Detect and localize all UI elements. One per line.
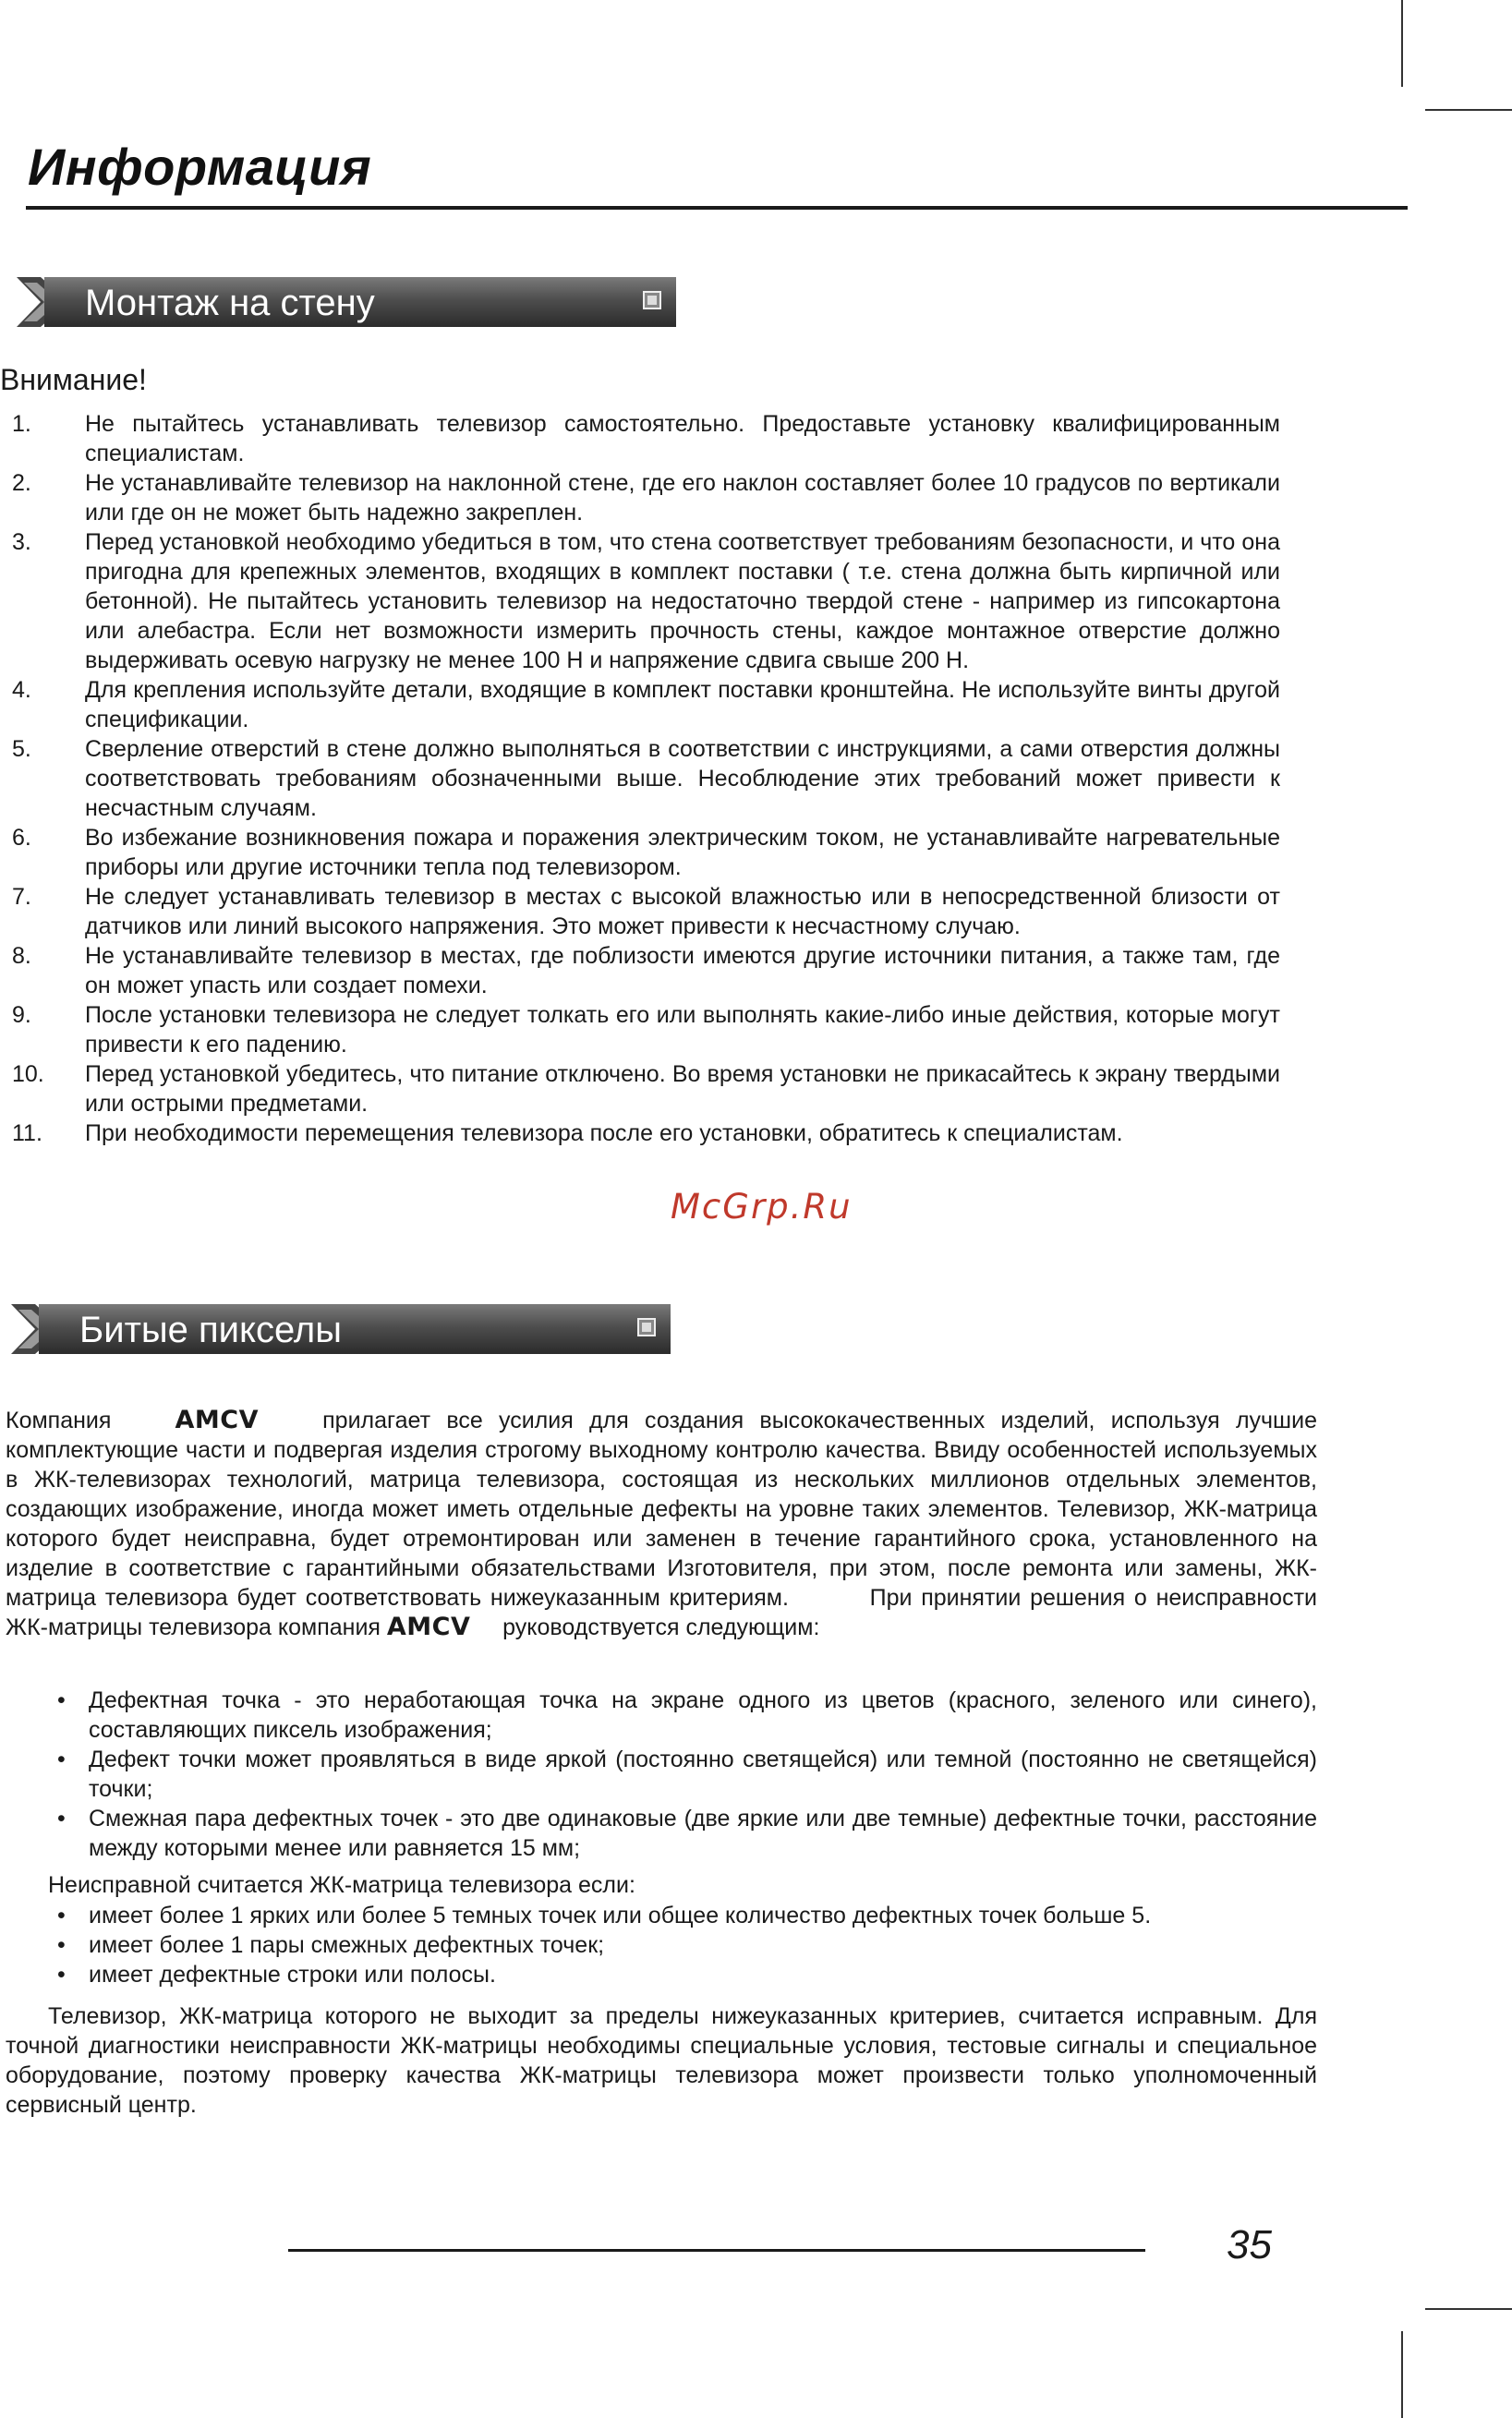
square-icon xyxy=(643,291,661,309)
item-text: Не следует устанавливать телевизор в местах с высокой влажностью или в непосредственной близости от датчиков или линий высокого напряжения. Это может привести к несчастному случаю. xyxy=(85,884,1280,939)
bullet-icon: • xyxy=(57,1747,66,1772)
intro-text: Компания xyxy=(6,1408,112,1433)
attention-heading: Внимание! xyxy=(0,363,147,396)
list-item xyxy=(57,1960,1317,1989)
crop-mark-top-horizontal xyxy=(1425,109,1512,111)
item-number: 6. xyxy=(12,825,31,851)
bullet-icon: • xyxy=(57,1932,66,1958)
list-item xyxy=(0,882,1280,941)
item-number: 5. xyxy=(12,736,31,762)
list-item xyxy=(57,1745,1317,1804)
list-item xyxy=(0,527,1280,675)
item-number: 9. xyxy=(12,1002,31,1028)
list-item xyxy=(0,823,1280,882)
mounting-rules-list xyxy=(0,409,1280,1148)
crop-mark-top-vertical xyxy=(1401,0,1403,87)
list-item xyxy=(57,1804,1317,1863)
crop-mark-bottom-vertical xyxy=(1401,2331,1403,2418)
section-title: Битые пикселы xyxy=(79,1310,342,1350)
square-icon xyxy=(637,1318,656,1336)
page-title: Информация xyxy=(28,138,372,196)
item-text: После установки телевизора не следует толкать его или выполнять какие-либо иные действия, которые могут привести к его падению. xyxy=(85,1002,1280,1058)
footer-divider xyxy=(288,2249,1145,2252)
item-text: Во избежание возникновения пожара и поражения электрическим током, не устанавливайте нагревательные приборы или другие источники тепла под телевизором. xyxy=(85,825,1280,880)
item-number: 7. xyxy=(12,884,31,910)
list-item xyxy=(0,675,1280,734)
title-divider xyxy=(26,206,1408,210)
list-item xyxy=(0,1059,1280,1118)
item-text: имеет более 1 ярких или более 5 темных точек или общее количество дефектных точек больше 5. xyxy=(89,1903,1152,1928)
section-header-wall-mount xyxy=(13,275,676,329)
intro-text: прилагает все усилия для создания высококачественных изделий, используя лучшие комплектующие части и подвергая изделия строгому выходному контролю качества. Ввиду особенностей используемых в ЖК-телевизорах технологий, матрица телевизора, состоящая из нескольких миллионов отдельных элементов, создающих изображение, иногда может иметь отдельные дефекты на уровне таких элементов. Телевизор, ЖК-матрица которого будет неисправна, будет отремонтирован или заменен в течение гарантийного срока, установленного на изделие в соответствие с гарантийными обязательствами Изготовителя, при этом, после ремонта или замены, ЖК-матрица телевизора будет соответствовать нижеуказанным критериям. xyxy=(6,1408,1317,1611)
bullet-icon: • xyxy=(57,1962,66,1988)
item-number: 4. xyxy=(12,677,31,703)
bullet-icon: • xyxy=(57,1687,66,1713)
bullet-icon: • xyxy=(57,1903,66,1928)
bullet-icon: • xyxy=(57,1806,66,1832)
item-text: Сверление отверстий в стене должно выполняться в соответствии с инструкциями, а сами отверстия должны соответствовать требованиям обозначенными выше. Несоблюдение этих требований может привести к несчастным случаям. xyxy=(85,736,1280,821)
crop-mark-bottom-horizontal xyxy=(1425,2308,1512,2310)
item-text: Смежная пара дефектных точек - это две одинаковые (две яркие или две темные) дефектные точки, расстояние между которыми менее или равняется 15 мм; xyxy=(89,1806,1317,1861)
section-header-dead-pixels xyxy=(7,1302,671,1356)
item-number: 2. xyxy=(12,470,31,496)
item-text: Не пытайтесь устанавливать телевизор самостоятельно. Предоставьте установку квалифицированным специалистам. xyxy=(85,411,1280,466)
item-number: 1. xyxy=(12,411,31,437)
list-item xyxy=(57,1901,1317,1930)
page-number: 35 xyxy=(1227,2222,1272,2267)
criteria-list xyxy=(57,1901,1317,1989)
list-item xyxy=(0,468,1280,527)
item-number: 11. xyxy=(12,1120,42,1146)
list-item xyxy=(0,1118,1280,1148)
list-item xyxy=(57,1686,1317,1745)
item-text: имеет дефектные строки или полосы. xyxy=(89,1962,496,1988)
intro-text: При принятии решения о неисправности ЖК-матрицы телевизора компания xyxy=(6,1585,1317,1640)
intro-text: руководствуется следующим: xyxy=(502,1614,820,1640)
item-number: 10. xyxy=(12,1061,44,1087)
item-text: имеет более 1 пары смежных дефектных точек; xyxy=(89,1932,605,1958)
item-text: Не устанавливайте телевизор в местах, где поблизости имеются другие источники питания, а также там, где он может упасть или создает помехи. xyxy=(85,943,1280,998)
list-item xyxy=(0,409,1280,468)
definitions-list xyxy=(57,1686,1317,1863)
brand-name: AMCV xyxy=(175,1406,260,1434)
brand-name: AMCV xyxy=(386,1613,471,1641)
section-title: Монтаж на стену xyxy=(85,283,375,323)
list-item xyxy=(57,1930,1317,1960)
list-item xyxy=(0,1000,1280,1059)
list-item xyxy=(0,941,1280,1000)
intro-paragraph xyxy=(6,1406,1317,1642)
item-text: Перед установкой необходимо убедиться в том, что стена соответствует требованиям безопасности, и что она пригодна для крепежных элементов, входящих в комплект поставки ( т.е. стена должна быть кирпичной или бетонной). Не пытайтесь установить телевизор на недостаточно твердой стене - например из гипсокартона или алебастра. Если нет возможности измерить прочность стены, каждое монтажное отверстие должно выдерживать осевую нагрузку не менее 100 Н и напряжение сдвига свыше 200 Н. xyxy=(85,529,1280,673)
item-number: 3. xyxy=(12,529,31,555)
item-text: Перед установкой убедитесь, что питание отключено. Во время установки не прикасайтесь к экрану твердыми или острыми предметами. xyxy=(85,1061,1280,1117)
list-item xyxy=(0,734,1280,823)
item-text: Дефектная точка - это неработающая точка на экране одного из цветов (красного, зеленого или синего), составляющих пиксель изображения; xyxy=(89,1687,1317,1743)
item-text: Дефект точки может проявляться в виде яркой (постоянно светящейся) или темной (постоянно не светящейся) точки; xyxy=(89,1747,1317,1802)
item-text: При необходимости перемещения телевизора после его установки, обратитесь к специалистам. xyxy=(85,1120,1123,1146)
watermark: McGrp.Ru xyxy=(671,1187,853,1227)
item-text: Для крепления используйте детали, входящие в комплект поставки кронштейна. Не используйте винты другой спецификации. xyxy=(85,677,1280,732)
conclusion-paragraph: Телевизор, ЖК-матрица которого не выходит за пределы нижеуказанных критериев, считается исправным. Для точной диагностики неисправности ЖК-матрицы необходимы специальные условия, тестовые сигналы и специальное оборудование, поэтому проверку качества ЖК-матрицы телевизора может произвести только уполномоченный сервисный центр. xyxy=(6,2003,1317,2118)
criteria-heading: Неисправной считается ЖК-матрица телевизора если: xyxy=(48,1872,635,1898)
item-number: 8. xyxy=(12,943,31,969)
item-text: Не устанавливайте телевизор на наклонной стене, где его наклон составляет более 10 градусов по вертикали или где он не может быть надежно закреплен. xyxy=(85,470,1280,526)
